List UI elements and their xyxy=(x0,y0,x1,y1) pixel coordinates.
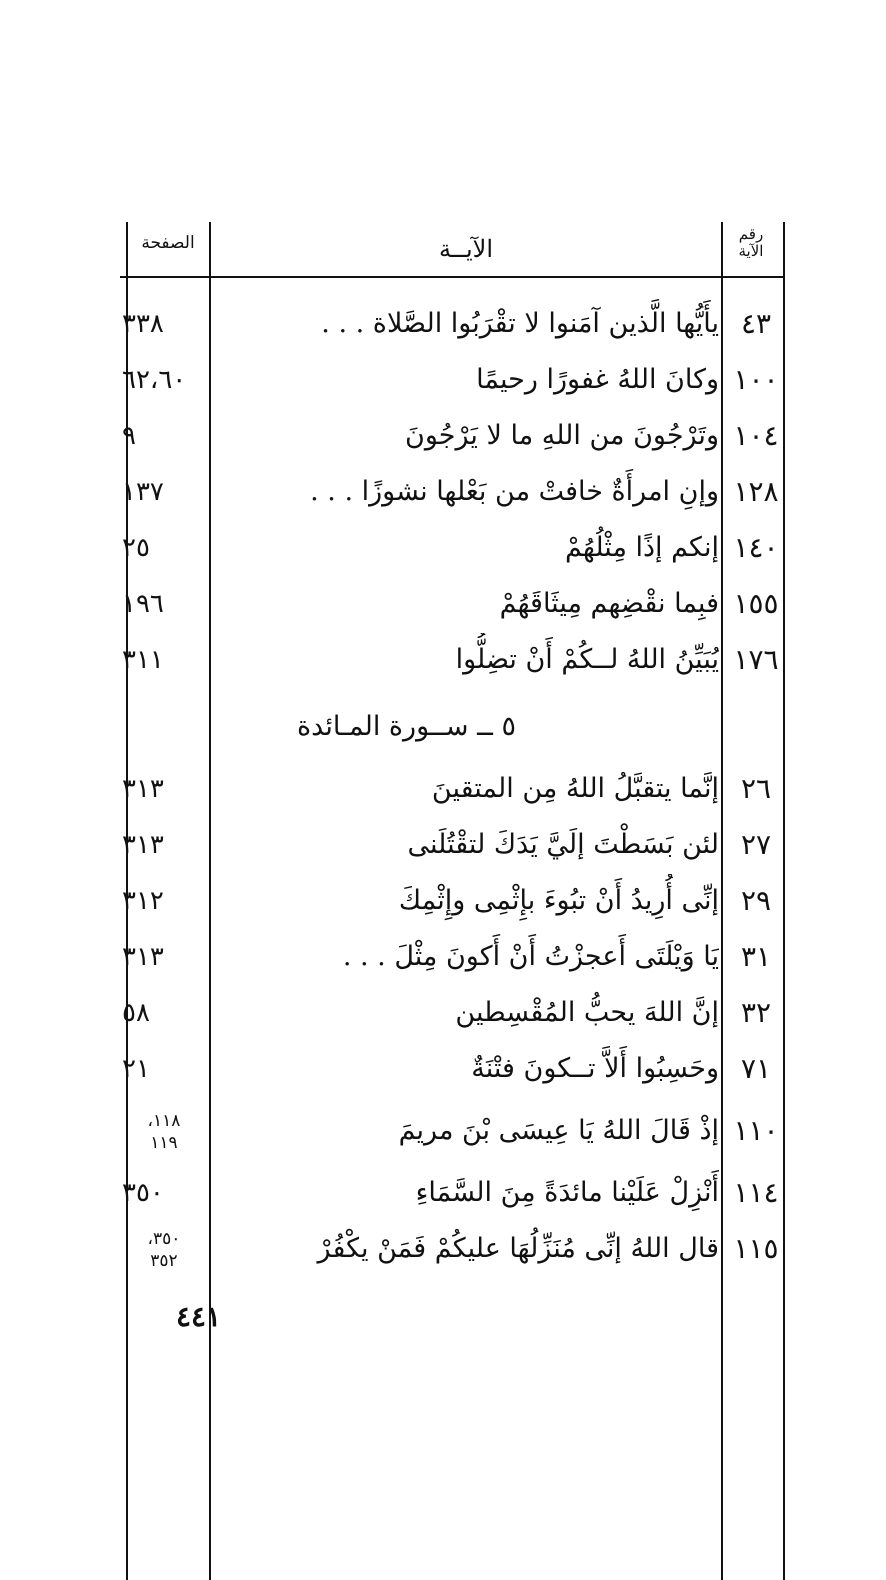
page-number: ٣١٣ xyxy=(122,942,164,972)
table-row xyxy=(120,633,785,687)
table-row xyxy=(120,465,785,519)
verse-number: ١٧٦ xyxy=(733,643,779,676)
page-number: ٣١١ xyxy=(122,645,164,675)
page-number-top: ١١٨، xyxy=(147,1111,181,1131)
verse-column-header: الآيــة xyxy=(439,235,493,263)
verse-text: يَا وَيْلَتَى أَعجزْتُ أَنْ أَكونَ مِثْلَ . . . xyxy=(342,941,719,972)
table-row xyxy=(120,1222,785,1276)
page-number-top: ٣٥٠، xyxy=(147,1229,181,1249)
verse-number: ١١٠ xyxy=(733,1114,779,1147)
verse-number: ٣١ xyxy=(740,940,772,973)
page-number: ٣١٣ xyxy=(122,774,164,804)
table-row xyxy=(120,1042,785,1096)
page-number: ٣٥٠ xyxy=(122,1178,164,1208)
verse-text: وإنِ امرأَةٌ خافتْ من بَعْلها نشوزًا . . . xyxy=(310,476,719,507)
page-number: ٥٨ xyxy=(122,998,150,1028)
page-number: ١٣٧ xyxy=(122,477,164,507)
table-row xyxy=(120,521,785,575)
verse-text: إنَّما يتقبَّلُ اللهُ مِن المتقينَ xyxy=(431,773,719,804)
table-row xyxy=(120,874,785,928)
page-number: ٢٥ xyxy=(122,533,150,563)
table-row xyxy=(120,1166,785,1220)
table-row xyxy=(120,353,785,407)
table-row xyxy=(120,986,785,1040)
verse-text: إنكم إذًا مِثْلُهُمْ xyxy=(564,532,719,563)
verse-text: لئن بَسَطْتَ إلَيَّ يَدَكَ لتقْتُلَنى xyxy=(407,829,719,860)
page-number: ٣١٢ xyxy=(122,886,164,916)
table-row xyxy=(120,818,785,872)
verse-number: ١٠٠ xyxy=(733,363,779,396)
page-number: ١٩٦ xyxy=(122,589,164,619)
page-number: ٣١٣ xyxy=(122,830,164,860)
verse-text: إذْ قَالَ اللهُ يَا عِيسَى بْنَ مريمَ xyxy=(398,1115,719,1146)
number-column-header: رقم الآية xyxy=(738,225,764,260)
verse-number: ١٥٥ xyxy=(733,587,779,620)
verse-number: ١١٤ xyxy=(733,1176,779,1209)
verse-number: ٢٦ xyxy=(740,772,772,805)
verse-text: أَنْزِلْ عَلَيْنا مائدَةً مِنَ السَّمَاءِ xyxy=(415,1177,719,1208)
verse-text: وتَرْجُونَ من اللهِ ما لا يَرْجُونَ xyxy=(405,420,719,451)
folio-page-number: ٤٤١ xyxy=(176,1300,222,1333)
verse-text: إنِّى أُرِيدُ أَنْ تبُوءَ بإِثْمِى وإِثْمِكَ xyxy=(398,885,719,916)
table-row xyxy=(120,930,785,984)
table-row xyxy=(120,1104,785,1158)
verse-number: ١٢٨ xyxy=(733,475,779,508)
page-number-pair xyxy=(122,1222,206,1272)
page-number: ٢١ xyxy=(122,1054,150,1084)
page-number: ٣٣٨ xyxy=(122,309,164,339)
page-number: ٦٢،٦٠ xyxy=(122,365,187,395)
verse-text: وكانَ اللهُ غفورًا رحيمًا xyxy=(476,364,719,395)
verse-text: يُبَيِّنُ اللهُ لــكُمْ أَنْ تضِلُّوا xyxy=(455,644,719,675)
verse-number: ٢٧ xyxy=(740,828,772,861)
page-number-bottom: ١١٩ xyxy=(150,1133,178,1153)
verse-number: ٤٣ xyxy=(740,307,772,340)
verse-number: ١٤٠ xyxy=(733,531,779,564)
verse-number: ١٠٤ xyxy=(733,419,779,452)
table-row xyxy=(120,409,785,463)
section-heading: ٥ ــ ســورة المـائدة xyxy=(297,711,516,742)
verse-text: وحَسِبُوا أَلاَّ تــكونَ فتْنَةٌ xyxy=(471,1053,719,1084)
index-table xyxy=(120,222,785,1580)
verse-number: ٧١ xyxy=(740,1052,772,1085)
verse-text: إنَّ اللهَ يحبُّ المُقْسِطين xyxy=(455,997,719,1028)
section-heading-row xyxy=(120,700,785,754)
table-row xyxy=(120,297,785,351)
verse-number: ١١٥ xyxy=(733,1232,779,1265)
verse-text: قال اللهُ إنِّى مُنَزِّلُهَا عليكُمْ فَمَنْ يكْفُرْ xyxy=(317,1233,719,1264)
page-column-header: الصفحة xyxy=(141,233,195,253)
verse-number: ٣٢ xyxy=(740,996,772,1029)
page-number: ٩ xyxy=(122,421,136,451)
header-rule xyxy=(120,276,785,278)
page-number-pair xyxy=(122,1104,206,1154)
verse-text: يأَيُّها الَّذين آمَنوا لا تقْرَبُوا الصَّلاة . . . xyxy=(321,308,719,339)
page-number-bottom: ٣٥٢ xyxy=(150,1251,178,1271)
table-row xyxy=(120,577,785,631)
table-row xyxy=(120,762,785,816)
verse-number: ٢٩ xyxy=(740,884,772,917)
verse-text: فبِما نقْضِهم مِيثَاقَهُمْ xyxy=(499,588,719,619)
